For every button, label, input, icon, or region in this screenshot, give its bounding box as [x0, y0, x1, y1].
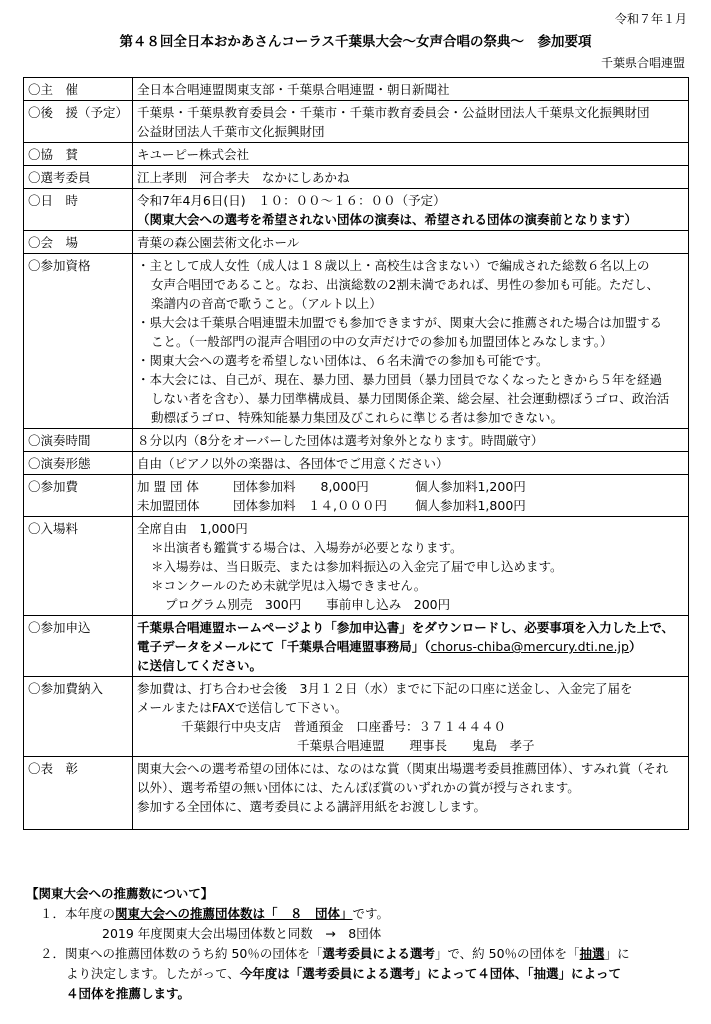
organization-name: 千葉県合唱連盟 [600, 56, 685, 70]
row-admission [24, 517, 689, 616]
fee-nonmember-row [137, 496, 684, 515]
note-emphasis: 関東大会への推薦団体数は「 ８ 団体」 [115, 906, 353, 921]
label-support: 〇後 援（予定） [24, 101, 133, 143]
label-datetime: 〇日 時 [24, 189, 133, 231]
value-datetime [133, 189, 689, 231]
row-sponsor [24, 143, 689, 166]
application-text: 電子データをメールにて「千葉県合唱連盟事務局」（ [137, 639, 431, 654]
note-emphasis: 今年度は「選考委員による選考」によって４団体、「抽選」によって [239, 966, 622, 981]
value-support [133, 101, 689, 143]
row-datetime [24, 189, 689, 231]
admission-line: ＊入場券は、当日販売、または参加料振込の入金完了届で申し込めます。 [151, 559, 563, 574]
payment-line: メールまたはFAXで送信して下さい。 [137, 700, 348, 715]
label-payment: 〇参加費納入 [24, 677, 133, 757]
value-admission [133, 517, 689, 616]
application-line: に送信してください。 [137, 658, 263, 673]
application-text: ） [628, 639, 642, 654]
value-host: 全日本合唱連盟関東支部・千葉県合唱連盟・朝日新聞社 [133, 78, 689, 101]
fee-type: 加 盟 団 体 [137, 479, 199, 494]
note-text: １．本年度の [40, 906, 116, 921]
label-fee: 〇参加費 [24, 475, 133, 517]
note-1-detail: 2019 年度関東大会出場団体数と同数 → 8団体 [102, 926, 382, 941]
label-admission: 〇入場料 [24, 517, 133, 616]
value-venue: 青葉の森公園芸術文化ホール [133, 231, 689, 254]
award-line: 以外）、選考希望の無い団体には、たんぽぽ賞のいずれかの賞が授与されます。 [137, 780, 580, 795]
label-duration: 〇演奏時間 [24, 429, 133, 452]
label-venue: 〇会 場 [24, 231, 133, 254]
fee-individual: 個人参加料1,200円 [414, 479, 526, 494]
account-holder: 千葉県合唱連盟 理事長 鬼島 孝子 [297, 738, 535, 753]
row-support [24, 101, 689, 143]
eligibility-line: 楽譜内の音高で歌うこと。（アルト以上） [151, 296, 382, 311]
application-line [137, 637, 684, 656]
fee-member-row [137, 477, 684, 496]
fee-type: 未加盟団体 [137, 498, 200, 513]
admission-line: ＊コンクールのため未就学児は入場できません。 [151, 578, 427, 593]
label-host: 〇主 催 [24, 78, 133, 101]
application-line: 千葉県合唱連盟ホームページより「参加申込書」をダウンロードし、必要事項を入力した上で、 [137, 620, 675, 635]
row-duration [24, 429, 689, 452]
note-text: です。 [352, 906, 390, 921]
row-eligibility [24, 254, 689, 429]
note-text: 」で、約 50％の団体を「 [434, 946, 580, 961]
label-award: 〇表 彰 [24, 757, 133, 830]
support-line: 公益財団法人千葉市文化振興財団 [137, 124, 325, 139]
note-text: ２．関東への推薦団体数のうち約 50％の団体を「 [40, 946, 323, 961]
datetime-line: 令和7年4月6日(日) １０：００～１６：００（予定） [137, 193, 446, 208]
value-application [133, 616, 689, 677]
document-title: 第４８回全日本おかあさんコーラス千葉県大会～女声合唱の祭典～ 参加要項 [119, 34, 592, 50]
guidelines-table [23, 77, 689, 830]
eligibility-line: ・主として成人女性（成人は１８歳以上・高校生は含まない）で編成された総数６名以上の [137, 258, 650, 273]
payment-line: 参加費は、打ち合わせ会後 3月１２日（水）までに下記の口座に送金し、入金完了届を [137, 681, 633, 696]
document-date: 令和７年１月 [614, 12, 687, 26]
row-fee [24, 475, 689, 517]
row-payment [24, 677, 689, 757]
eligibility-line: ・本大会には、自己が、現在、暴力団、暴力団員（暴力団員でなくなったときから５年を経過 [137, 372, 663, 387]
eligibility-line: こと。（一般部門の混声合唱団の中の女声だけでの参加も加盟団体とみなします。） [151, 334, 613, 349]
eligibility-line: ・関東大会への選考を希望しない団体は、６名未満での参加も可能です。 [137, 353, 549, 368]
fee-group: 団体参加料 １４,０００円 [233, 498, 387, 513]
note-2-cont [26, 964, 686, 984]
value-sponsor: キユーピー株式会社 [133, 143, 689, 166]
row-application [24, 616, 689, 677]
fee-individual: 個人参加料1,800円 [414, 498, 526, 513]
note-1 [26, 904, 686, 924]
value-payment [133, 677, 689, 757]
note-emphasis: 抽選 [579, 946, 605, 961]
recommendation-notes [26, 884, 686, 1004]
label-eligibility: 〇参加資格 [24, 254, 133, 429]
email-link[interactable]: chorus-chiba@mercury.dti.ne.jp [430, 639, 629, 654]
note-2-cont: ４団体を推薦します。 [66, 986, 191, 1001]
admission-line: ＊出演者も鑑賞する場合は、入場券が必要となります。 [151, 540, 463, 555]
row-judges [24, 166, 689, 189]
label-form: 〇演奏形態 [24, 452, 133, 475]
value-duration: ８分以内（8分をオーバーした団体は選考対象外となります。時間厳守） [133, 429, 689, 452]
row-host [24, 78, 689, 101]
award-line: 関東大会への選考希望の団体には、なのはな賞（関東出場選考委員推薦団体）、すみれ賞（それ [137, 761, 669, 776]
fee-group: 団体参加料 8,000円 [233, 479, 369, 494]
notes-heading: 【関東大会への推薦数について】 [26, 886, 214, 901]
value-award [133, 757, 689, 830]
bank-account: 千葉銀行中央支店 普通預金 口座番号：３７１４４４０ [181, 719, 507, 734]
note-2 [26, 944, 686, 964]
eligibility-line: 女声合唱団であること。なお、出演総数の2割未満であれば、男性の参加も可能。ただし、 [151, 277, 659, 292]
eligibility-line: ・県大会は千葉県合唱連盟未加盟でも参加できますが、関東大会に推薦された場合は加盟する [137, 315, 663, 330]
eligibility-line: しない者を含む）、暴力団準構成員、暴力団関係企業、総会屋、社会運動標ぼうゴロ、政治活 [151, 391, 670, 406]
value-form: 自由（ピアノ以外の楽器は、各団体でご用意ください） [133, 452, 689, 475]
admission-line: プログラム別売 300円 事前申し込み 200円 [165, 597, 451, 612]
note-emphasis: 選考委員による選考 [322, 946, 435, 961]
label-application: 〇参加申込 [24, 616, 133, 677]
row-form [24, 452, 689, 475]
row-venue [24, 231, 689, 254]
eligibility-line: 動標ぼうゴロ、特殊知能暴力集団及びこれらに準じる者は参加できない。 [151, 410, 564, 425]
value-eligibility [133, 254, 689, 429]
spacer [137, 816, 684, 828]
label-judges: 〇選考委員 [24, 166, 133, 189]
datetime-note: （関東大会への選考を希望されない団体の演奏は、希望される団体の演奏前となります） [137, 212, 638, 227]
row-award [24, 757, 689, 830]
admission-line: 全席自由 1,000円 [137, 521, 248, 536]
label-sponsor: 〇協 賛 [24, 143, 133, 166]
value-judges: 江上孝則 河合孝夫 なかにしあかね [133, 166, 689, 189]
note-text: 」に [604, 946, 630, 961]
award-line: 参加する全団体に、選考委員による講評用紙をお渡しします。 [137, 799, 487, 814]
support-line: 千葉県・千葉県教育委員会・千葉市・千葉市教育委員会・公益財団法人千葉県文化振興財団 [137, 105, 650, 120]
value-fee [133, 475, 689, 517]
note-text: より決定します。したがって、 [66, 966, 240, 981]
